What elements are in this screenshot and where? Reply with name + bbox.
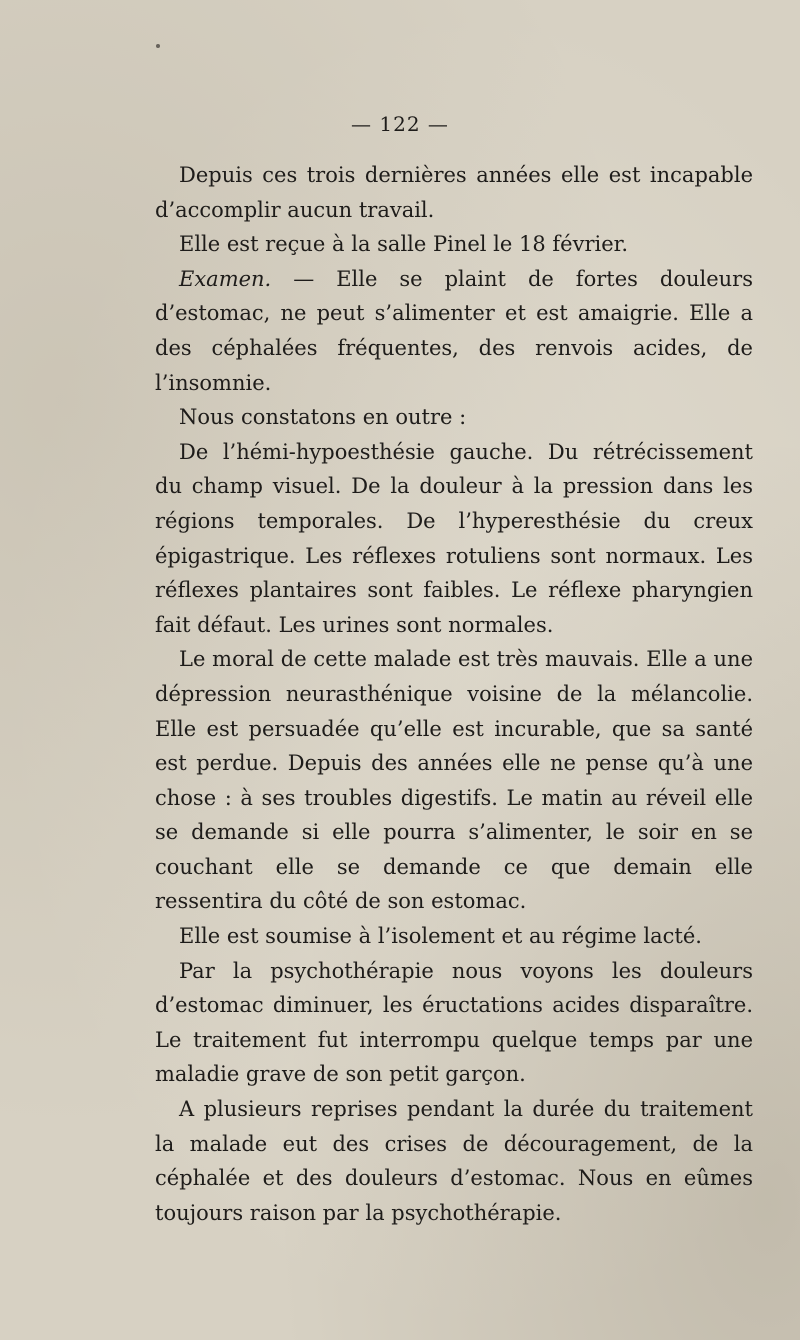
page-number: — 122 — xyxy=(351,112,449,136)
paragraph-5: De l’hémi-hypoesthésie gauche. Du rétrécissement du champ visuel. De la douleur à la pression dans les régions temporales. De l’hyperesthésie du creux épigastrique. Les réflexes rotuliens sont normaux. Les réflexes plantaires sont faibles. Le réflexe pharyngien fait défaut. Les urines sont normales. xyxy=(155,439,753,637)
page-body xyxy=(155,158,753,1230)
section-lead-examen: Examen. xyxy=(179,266,272,291)
paragraph-4: Nous constatons en outre : xyxy=(179,405,467,430)
paragraph-1: Depuis ces trois dernières années elle est incapable d’accomplir aucun travail. xyxy=(155,163,753,222)
paragraph-2: Elle est reçue à la salle Pinel le 18 février. xyxy=(179,232,629,257)
paragraph-examen: Examen. — Elle se plaint de fortes douleurs d’estomac, ne peut s’alimenter et est amaigrie. Elle a des céphalées fréquentes, des renvois acides, de l’insomnie. xyxy=(155,266,753,395)
paragraph-8: Par la psychothérapie nous voyons les douleurs d’estomac diminuer, les éructations acides disparaître. Le traitement fut interrompu quelque temps par une maladie grave de son petit garçon. xyxy=(155,958,753,1087)
paragraph-9: A plusieurs reprises pendant la durée du traitement la malade eut des crises de découragement, de la céphalée et des douleurs d’estomac. Nous en eûmes toujours raison par la psychothérapie. xyxy=(155,1097,753,1225)
paragraph-7: Elle est soumise à l’isolement et au régime lacté. xyxy=(179,924,702,949)
ink-speck xyxy=(156,44,160,48)
paragraph-6: Le moral de cette malade est très mauvais. Elle a une dépression neurasthénique voisine de la mélancolie. Elle est persuadée qu’elle est incurable, que sa santé est perdue. Depuis des années elle ne pense qu’à une chose : à ses troubles digestifs. Le matin au réveil elle se demande si elle pourra s’alimenter, le soir en se couchant elle se demande ce que demain elle ressentira du côté de son estomac. xyxy=(155,647,753,914)
